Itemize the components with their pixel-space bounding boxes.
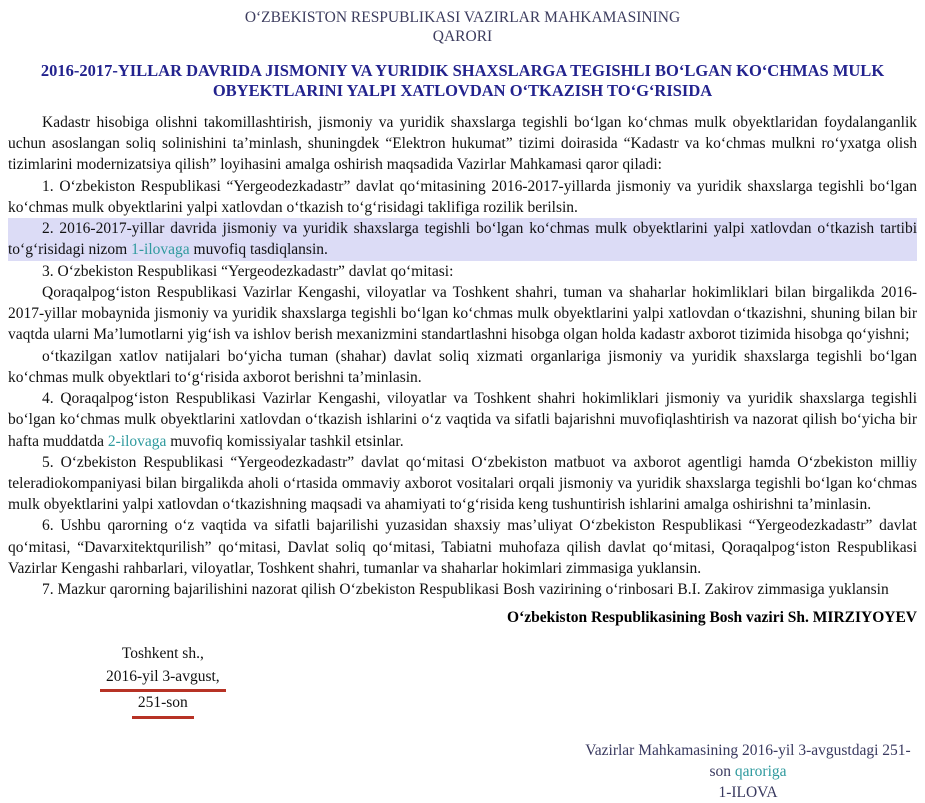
paragraph-4 [8, 388, 917, 452]
paragraph-6: 6. Ushbu qarorning oʻz vaqtida va sifatli bajarilishi yuzasidan shaxsiy masʼuliyat Oʻzbekiston Respublikasi “Yergeodezkadastr” davlat qoʻmitasi, “Davarxitektqurilish” qoʻmitasi, Davlat soliq qoʻmitasi, Tabiatni muhofaza qilish davlat qoʻmitasi, Qoraqalpogʻiston Respublikasi Vazirlar Kengashi rahbarlari, viloyatlar, Toshkent shahri, tumanlar va shaharlar hokimlari zimmasiga yuklansin. [8, 517, 917, 577]
paragraph-4-text-after: muvofiq komissiyalar tashkil etsinlar. [166, 432, 404, 450]
document-header [8, 8, 917, 47]
minister-signature: Oʻzbekiston Respublikasining Bosh vaziri Sh. MIRZIYOYEV [507, 609, 917, 627]
header-organization: OʻZBEKISTON RESPUBLIKASI VAZIRLAR MAHKAMASINING [244, 9, 681, 26]
paragraph-2-text-after: muvofiq tasdiqlansin. [189, 241, 328, 259]
paragraph-3-sub-b: oʻtkazilgan xatlov natijalari boʻyicha tuman (shahar) davlat soliq xizmati organlariga jismoniy va yuridik shaxslarga tegishli boʻlgan koʻchmas mulk obyektlari toʻgʻrisida axborot berishni taʼminlasin. [8, 347, 917, 386]
paragraph-3-sub-a: Qoraqalpogʻiston Respublikasi Vazirlar Kengashi, viloyatlar va Toshkent shahri, tuman va shaharlar hokimliklari bilan birgalikda 2016-2017-yillar mobaynida jismoniy va yuridik shaxslarga tegishli boʻlgan koʻchmas mulk obyektlarini yalpi xatlovdan oʻtkazishni, shuning bilan bir vaqtda ularni Maʼlumotlarni yigʻish va ishlov berish mexanizmini standartlashni hisobga olgan holda kadastr axborot tizimida hisobga qoʻyishni; [8, 283, 917, 344]
paragraph-4-text-before: 4. Qoraqalpogʻiston Respublikasi Vazirlar Kengashi, viloyatlar va Toshkent shahri hokimliklari jismoniy va yuridik shaxslarga tegishli boʻlgan koʻchmas mulk obyektlarini xatlovdan oʻtkazish ishlarini oʻz vaqtida va sifatli bajarishni muvofiqlashtirish va nazorat qilish boʻyicha bir hafta muddatda [8, 390, 917, 450]
annex-2-link[interactable]: 2-ilovaga [107, 432, 167, 450]
decree-link[interactable]: qaroriga [734, 762, 787, 780]
annex-reference-block [583, 741, 913, 803]
annex-1-link[interactable]: 1-ilovaga [131, 241, 190, 259]
annex-ref-text: Vazirlar Mahkamasining 2016-yil 3-avgustdagi 251-son [585, 741, 911, 780]
signature-place: Toshkent sh., [121, 645, 204, 663]
header-doc-type: QARORI [432, 28, 493, 46]
paragraph-7: 7. Mazkur qarorning bajarilishini nazorat qilish Oʻzbekiston Respublikasi Bosh vazirining oʻrinbosari B.I. Zakirov zimmasiga yuklansin [42, 581, 889, 599]
signature-date: 2016-yil 3-avgust, [100, 666, 226, 692]
paragraph-2-text-before: 2. 2016-2017-yillar davrida jismoniy va yuridik shaxslarga tegishli boʻlgan koʻchmas mulk obyektlarini yalpi xatlovdan oʻtkazish tartibi toʻgʻrisidagi nizom [8, 220, 917, 259]
annex-label: 1-ILOVA [718, 783, 778, 801]
paragraph-intro: Kadastr hisobiga olishni takomillashtirish, jismoniy va yuridik shaxslarga tegishli boʻlgan koʻchmas mulk obyektlaridan foydalanganlik uchun asoslangan soliq solinishini taʼminlash, shuningdek “Elektron hukumat” tizimi doirasida “Kadastr va koʻchmas mulkni roʻyxatga olish tizimlarini modernizatsiya qilish” loyihasini amalga oshirish maqsadida Vazirlar Mahkamasi qaror qiladi: [8, 114, 917, 174]
place-date-block [100, 643, 226, 718]
paragraph-1: 1. Oʻzbekiston Respublikasi “Yergeodezkadastr” davlat qoʻmitasining 2016-2017-yillarda jismoniy va yuridik shaxslarga tegishli boʻlgan koʻchmas mulk obyektlarini yalpi xatlovdan oʻtkazish toʻgʻrisidagi taklifiga rozilik berilsin. [8, 177, 917, 216]
document-title: 2016-2017-YILLAR DAVRIDA JISMONIY VA YURIDIK SHAXSLARGA TEGISHLI BOʻLGAN KOʻCHMAS MULK OBYEKTLARINI YALPI XATLOVDAN OʻTKAZISH TOʻGʻRISIDA [40, 60, 885, 101]
signature-number: 251-son [132, 692, 194, 718]
paragraph-3: 3. Oʻzbekiston Respublikasi “Yergeodezkadastr” davlat qoʻmitasi: [42, 262, 454, 280]
paragraph-5: 5. Oʻzbekiston Respublikasi “Yergeodezkadastr” davlat qoʻmitasi Oʻzbekiston matbuot va axborot agentligi hamda Oʻzbekiston milliy teleradiokompaniyasi bilan birgalikda aholi oʻrtasida ommaviy axborot vositalari orqali jismoniy va yuridik shaxslarga tegishli boʻlgan koʻchmas mulk obyektlarini yalpi xatlovdan oʻtkazishning maqsadi va ahamiyati toʻgʻrisida keng tushuntirish ishlarini amalga oshirishni taʼminlasin. [8, 453, 917, 514]
paragraph-2-highlighted [8, 218, 917, 260]
